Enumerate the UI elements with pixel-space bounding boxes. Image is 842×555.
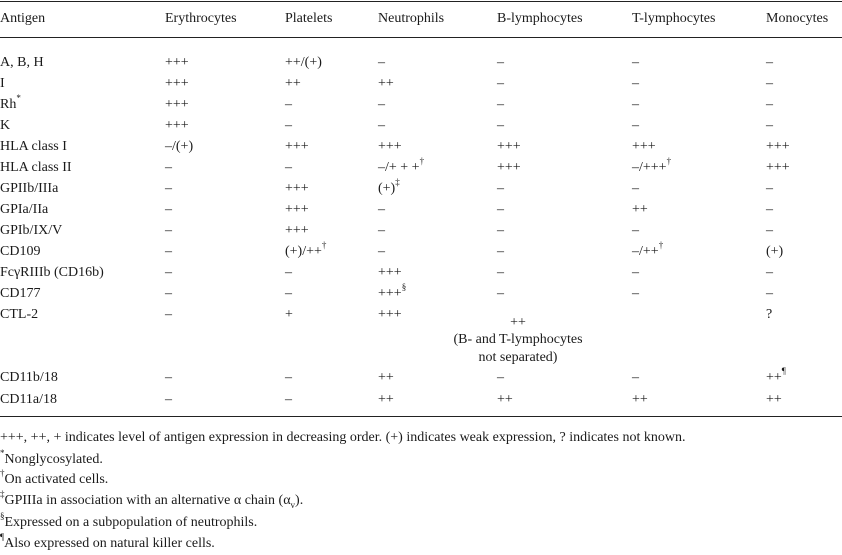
expression-cell xyxy=(285,240,327,260)
expression-cell xyxy=(497,392,513,408)
expression-value: +++ xyxy=(165,97,189,112)
expression-value: (+)/++ xyxy=(285,244,322,259)
antigen-cell xyxy=(0,244,40,260)
expression-cell xyxy=(766,366,786,386)
expression-value: – xyxy=(285,370,292,385)
antigen-name: K xyxy=(0,118,11,133)
expression-cell xyxy=(497,55,504,71)
expression-cell xyxy=(285,202,309,218)
expression-value: – xyxy=(165,244,172,259)
expression-cell xyxy=(285,286,292,302)
ctl2-merged-value: ++ xyxy=(510,315,526,330)
antigen-name: CD177 xyxy=(0,286,41,301)
expression-cell xyxy=(497,370,504,386)
expression-value: – xyxy=(497,223,504,238)
expression-value: – xyxy=(497,97,504,112)
expression-cell xyxy=(632,156,672,176)
expression-value: – xyxy=(165,202,172,217)
expression-value: – xyxy=(766,118,773,133)
footnote-mark: § xyxy=(0,511,5,522)
expression-cell xyxy=(165,139,193,155)
footnote-ref: ¶ xyxy=(781,366,786,377)
expression-cell xyxy=(766,76,773,92)
expression-value: – xyxy=(766,223,773,238)
expression-value: ? xyxy=(766,307,773,322)
expression-cell xyxy=(378,265,402,281)
column-header: Erythrocytes xyxy=(165,11,237,26)
footnote-ref: ‡ xyxy=(395,177,400,188)
footnote-legend: +++, ++, + indicates level of antigen expression in decreasing order. (+) indicates weak expression, ? indicates not known. xyxy=(0,430,686,445)
expression-value: – xyxy=(285,265,292,280)
footnote-text: On activated cells. xyxy=(4,472,109,487)
expression-value: – xyxy=(285,118,292,133)
expression-value: ++ xyxy=(497,392,513,407)
expression-value: +++ xyxy=(285,139,309,154)
footnote-mark: ¶ xyxy=(0,532,5,543)
expression-value: – xyxy=(766,202,773,217)
antigen-name: CD11a/18 xyxy=(0,392,58,407)
antigen-name: GPIb/IX/V xyxy=(0,223,63,238)
expression-cell xyxy=(285,97,292,113)
expression-value: – xyxy=(285,392,292,407)
antigen-cell xyxy=(0,181,58,197)
expression-value: +++ xyxy=(497,139,521,154)
expression-value: – xyxy=(165,392,172,407)
expression-value: – xyxy=(165,223,172,238)
expression-cell xyxy=(497,76,504,92)
expression-cell xyxy=(632,55,639,71)
expression-value: +++ xyxy=(766,139,790,154)
expression-value: +++ xyxy=(378,265,402,280)
expression-cell xyxy=(165,223,172,239)
expression-value: – xyxy=(632,181,639,196)
ctl2-note-line-2: not separated) xyxy=(478,350,558,365)
expression-value: ++ xyxy=(766,370,782,385)
footnote-text: Also expressed on natural killer cells. xyxy=(4,536,215,551)
expression-value: – xyxy=(766,55,773,70)
expression-value: –/+++ xyxy=(632,160,667,175)
footnote-mark: * xyxy=(0,448,5,459)
footnote-ref: † xyxy=(666,156,672,167)
footnote-ref: * xyxy=(16,93,21,104)
expression-value: ++/(+) xyxy=(285,55,322,70)
expression-value: – xyxy=(766,265,773,280)
expression-value: +++ xyxy=(165,55,189,70)
antigen-name: FcγRIIIb (CD16b) xyxy=(0,265,104,280)
expression-value: ++ xyxy=(766,392,782,407)
expression-value: – xyxy=(165,160,172,175)
expression-cell xyxy=(497,139,521,155)
antigen-cell xyxy=(0,223,62,239)
expression-value: – xyxy=(497,370,504,385)
antigen-cell xyxy=(0,307,38,323)
column-header: T-lymphocytes xyxy=(632,11,716,26)
expression-cell xyxy=(378,392,394,408)
expression-cell xyxy=(766,392,782,408)
antigen-cell xyxy=(0,93,21,113)
antigen-name: A, B, H xyxy=(0,55,44,70)
expression-value: – xyxy=(766,97,773,112)
table-top-rule xyxy=(0,1,842,2)
antigen-name: CD11b/18 xyxy=(0,370,58,385)
expression-value: +++ xyxy=(378,286,402,301)
expression-cell xyxy=(378,139,402,155)
expression-cell xyxy=(632,392,648,408)
expression-cell xyxy=(378,118,385,134)
expression-value: –/+ + + xyxy=(378,160,420,175)
expression-cell xyxy=(632,202,648,218)
expression-cell xyxy=(165,118,189,134)
expression-value: ++ xyxy=(632,202,648,217)
expression-value: (+) xyxy=(766,244,784,259)
expression-cell xyxy=(497,118,504,134)
expression-value: – xyxy=(165,265,172,280)
footnote-ref: † xyxy=(658,240,664,251)
expression-value: – xyxy=(632,55,639,70)
antigen-cell xyxy=(0,286,40,302)
column-header: Antigen xyxy=(0,11,46,26)
expression-cell xyxy=(285,181,309,197)
expression-value: +++ xyxy=(378,307,402,322)
expression-cell xyxy=(378,282,407,302)
expression-cell xyxy=(632,97,639,113)
expression-value: + xyxy=(285,307,293,322)
expression-cell xyxy=(497,244,504,260)
footnote-text-end: ). xyxy=(295,493,304,508)
antigen-cell xyxy=(0,118,10,134)
expression-cell xyxy=(378,55,385,71)
column-header: Neutrophils xyxy=(378,11,445,26)
expression-cell xyxy=(165,265,172,281)
antigen-cell xyxy=(0,392,57,408)
expression-value: – xyxy=(497,118,504,133)
expression-cell xyxy=(632,223,639,239)
footnote-mark: ‡ xyxy=(0,489,5,500)
antigen-cell xyxy=(0,202,48,218)
expression-value: – xyxy=(632,76,639,91)
expression-value: – xyxy=(632,97,639,112)
expression-value: +++ xyxy=(285,202,309,217)
table-bottom-rule xyxy=(0,416,842,417)
expression-cell xyxy=(766,286,773,302)
expression-cell xyxy=(497,286,504,302)
expression-value: – xyxy=(497,265,504,280)
expression-value: – xyxy=(766,181,773,196)
expression-cell xyxy=(165,286,172,302)
expression-value: – xyxy=(378,118,385,133)
column-header: Platelets xyxy=(285,11,333,26)
expression-cell xyxy=(497,202,504,218)
footnote-text: GPIIIa in association with an alternative α chain (α xyxy=(4,493,291,508)
expression-cell xyxy=(165,160,172,176)
expression-value: (+) xyxy=(378,181,396,196)
antigen-cell xyxy=(0,76,5,92)
expression-cell xyxy=(378,370,394,386)
table-header-rule xyxy=(0,37,842,38)
antigen-cell xyxy=(0,265,104,281)
expression-value: – xyxy=(165,370,172,385)
footnote-text: Nonglycosylated. xyxy=(4,452,103,467)
expression-value: – xyxy=(497,286,504,301)
antigen-cell xyxy=(0,139,67,155)
expression-value: – xyxy=(632,118,639,133)
expression-value: +++ xyxy=(285,223,309,238)
footnote-mark: † xyxy=(0,468,5,479)
expression-value: – xyxy=(285,160,292,175)
expression-cell xyxy=(165,97,189,113)
expression-value: – xyxy=(497,76,504,91)
expression-value: – xyxy=(497,181,504,196)
footnote-1 xyxy=(0,448,103,468)
footnote-2 xyxy=(0,468,109,488)
expression-cell xyxy=(285,223,309,239)
expression-value: –/(+) xyxy=(165,139,194,154)
expression-value: +++ xyxy=(378,139,402,154)
expression-value: ++ xyxy=(378,76,394,91)
expression-value: – xyxy=(497,244,504,259)
expression-value: – xyxy=(165,181,172,196)
expression-cell xyxy=(632,240,664,260)
expression-value: ++ xyxy=(285,76,301,91)
expression-cell xyxy=(285,139,309,155)
expression-value: – xyxy=(632,223,639,238)
expression-cell xyxy=(766,118,773,134)
column-header: B-lymphocytes xyxy=(497,11,583,26)
expression-value: ++ xyxy=(378,392,394,407)
expression-value: – xyxy=(165,307,172,322)
antigen-name: I xyxy=(0,76,5,91)
expression-value: – xyxy=(632,370,639,385)
expression-cell xyxy=(497,181,504,197)
expression-value: +++ xyxy=(165,76,189,91)
expression-cell xyxy=(497,97,504,113)
expression-cell xyxy=(378,223,385,239)
expression-value: – xyxy=(378,202,385,217)
antigen-cell xyxy=(0,370,58,386)
expression-value: – xyxy=(497,55,504,70)
antigen-name: CD109 xyxy=(0,244,41,259)
expression-cell xyxy=(378,156,425,176)
footnote-subscript: v xyxy=(290,499,296,510)
expression-cell xyxy=(766,244,783,260)
footnote-5 xyxy=(0,532,215,552)
expression-cell xyxy=(378,177,400,197)
footnote-ref: † xyxy=(419,156,425,167)
expression-cell xyxy=(632,181,639,197)
expression-value: –/++ xyxy=(632,244,659,259)
expression-value: – xyxy=(165,286,172,301)
expression-cell xyxy=(378,97,385,113)
expression-value: +++ xyxy=(632,139,656,154)
expression-cell xyxy=(632,286,639,302)
expression-cell xyxy=(285,76,301,92)
expression-value: – xyxy=(497,202,504,217)
expression-cell xyxy=(165,181,172,197)
expression-cell xyxy=(497,223,504,239)
expression-cell xyxy=(285,265,292,281)
footnote-4 xyxy=(0,511,258,531)
expression-cell xyxy=(766,55,773,71)
expression-value: +++ xyxy=(285,181,309,196)
expression-value: +++ xyxy=(165,118,189,133)
expression-cell xyxy=(766,202,773,218)
expression-value: ++ xyxy=(632,392,648,407)
expression-cell xyxy=(165,392,172,408)
expression-cell xyxy=(165,202,172,218)
expression-value: – xyxy=(378,55,385,70)
expression-cell xyxy=(766,97,773,113)
expression-cell xyxy=(497,160,521,176)
expression-value: – xyxy=(766,286,773,301)
expression-value: – xyxy=(378,244,385,259)
expression-cell xyxy=(766,160,790,176)
antigen-cell xyxy=(0,55,44,71)
expression-cell xyxy=(632,76,639,92)
antigen-cell xyxy=(0,160,72,176)
expression-value: – xyxy=(632,265,639,280)
ctl2-note-line-1: (B- and T-lymphocytes xyxy=(453,332,583,347)
expression-cell xyxy=(766,223,773,239)
expression-cell xyxy=(285,370,292,386)
footnote-text: Expressed on a subpopulation of neutrophils. xyxy=(4,515,258,530)
antigen-name: GPIIb/IIIa xyxy=(0,181,59,196)
footnote-ref: † xyxy=(321,240,327,251)
expression-cell xyxy=(285,118,292,134)
expression-value: ++ xyxy=(378,370,394,385)
expression-cell xyxy=(632,370,639,386)
expression-value: +++ xyxy=(766,160,790,175)
expression-cell xyxy=(165,307,172,323)
expression-cell xyxy=(632,265,639,281)
antigen-name: GPIa/IIa xyxy=(0,202,49,217)
expression-cell xyxy=(766,265,773,281)
antigen-name: HLA class II xyxy=(0,160,72,175)
expression-value: – xyxy=(632,286,639,301)
expression-cell xyxy=(378,76,394,92)
antigen-name: CTL-2 xyxy=(0,307,39,322)
expression-value: +++ xyxy=(497,160,521,175)
expression-cell xyxy=(632,118,639,134)
expression-cell xyxy=(378,202,385,218)
expression-value: – xyxy=(766,76,773,91)
expression-cell xyxy=(766,181,773,197)
expression-cell xyxy=(165,370,172,386)
expression-cell xyxy=(285,160,292,176)
expression-cell xyxy=(285,392,292,408)
column-header: Monocytes xyxy=(766,11,829,26)
expression-cell xyxy=(165,55,189,71)
expression-cell xyxy=(497,265,504,281)
antigen-name: Rh xyxy=(0,97,17,112)
expression-cell xyxy=(285,55,322,71)
expression-cell xyxy=(165,76,189,92)
footnote-3 xyxy=(0,489,304,510)
expression-cell xyxy=(766,139,790,155)
antigen-name: HLA class I xyxy=(0,139,67,154)
expression-cell xyxy=(632,139,656,155)
expression-value: – xyxy=(378,97,385,112)
expression-value: – xyxy=(378,223,385,238)
expression-value: – xyxy=(285,286,292,301)
footnote-ref: § xyxy=(401,282,407,293)
expression-value: – xyxy=(285,97,292,112)
expression-cell xyxy=(378,244,385,260)
expression-cell xyxy=(165,244,172,260)
